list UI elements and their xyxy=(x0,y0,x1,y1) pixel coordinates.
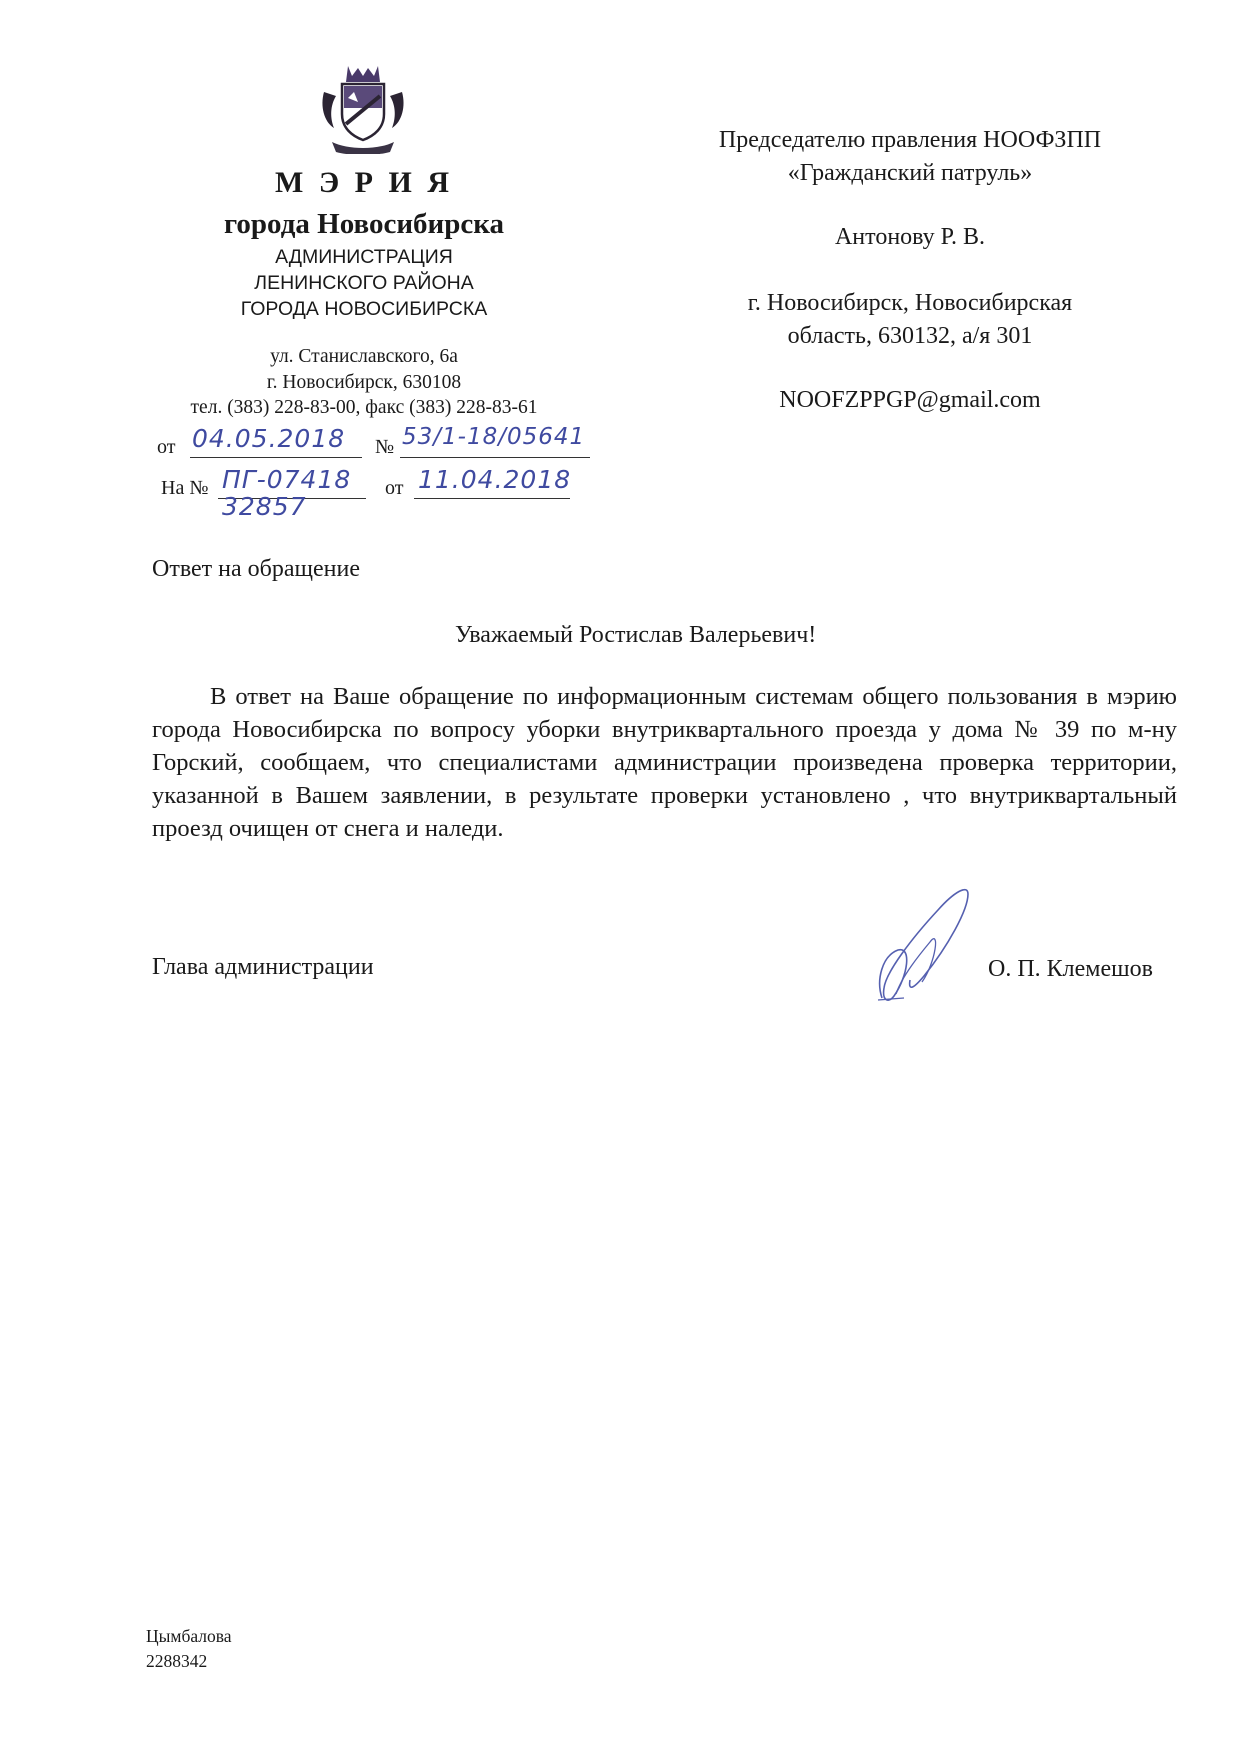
address-line: г. Новосибирск, 630108 xyxy=(266,372,462,393)
letter-subject: Ответ на обращение xyxy=(152,556,360,582)
admin-line: АДМИНИСТРАЦИЯ xyxy=(275,246,453,268)
reply-date: 11.04.2018 xyxy=(418,465,572,494)
recipient-organization: «Гражданский патруль» xyxy=(787,160,1033,186)
recipient-position: Председателю правления НООФЗПП xyxy=(718,127,1102,153)
recipient-email: NOOFZPPGP@gmail.com xyxy=(779,387,1041,413)
contact-line: тел. (383) 228-83-00, факс (383) 228-83-61 xyxy=(190,397,538,418)
outgoing-number: 53/1-18/05641 xyxy=(402,424,586,450)
handwritten-signature xyxy=(868,876,998,1008)
date-label: от xyxy=(157,436,176,458)
date-underline xyxy=(190,457,362,458)
signatory-position: Глава администрации xyxy=(152,954,374,980)
letter-greeting: Уважаемый Ростислав Валерьевич! xyxy=(455,622,817,648)
recipient-address: г. Новосибирск, Новосибирская xyxy=(747,290,1073,316)
number-underline xyxy=(400,457,590,458)
reply-date-underline xyxy=(414,498,570,499)
signatory-name: О. П. Клемешов xyxy=(988,956,1153,982)
outgoing-date: 04.05.2018 xyxy=(192,424,346,453)
letter-body: В ответ на Ваше обращение по информационным системам общего пользования в мэрию города Новосибирска по вопросу уборки внутриквартального проезда у дома № 39 по м-ну Горский, сообщаем, что специалистами администрации произведена проверка территории, указанной в Вашем заявлении, в результате проверки установлено , что внутриквартальный проезд очищен от снега и наледи. xyxy=(152,683,1177,842)
reply-date-label: от xyxy=(385,477,404,499)
reply-number: ПГ-07418 xyxy=(222,465,352,494)
reply-number-label: На № xyxy=(161,477,209,499)
recipient-address: область, 630132, а/я 301 xyxy=(787,323,1033,349)
admin-line: ГОРОДА НОВОСИБИРСКА xyxy=(240,298,488,320)
org-title: М Э Р И Я xyxy=(275,166,453,199)
number-label: № xyxy=(375,436,395,458)
executor-name: Цымбалова xyxy=(146,1626,232,1646)
admin-line: ЛЕНИНСКОГО РАЙОНА xyxy=(254,272,474,294)
city-emblem xyxy=(318,62,408,154)
reply-number-extra: 32857 xyxy=(222,492,307,521)
executor-phone: 2288342 xyxy=(146,1651,208,1671)
recipient-name: Антонову Р. В. xyxy=(834,224,986,250)
address-line: ул. Станиславского, 6а xyxy=(270,346,458,367)
org-city: города Новосибирска xyxy=(223,208,505,240)
